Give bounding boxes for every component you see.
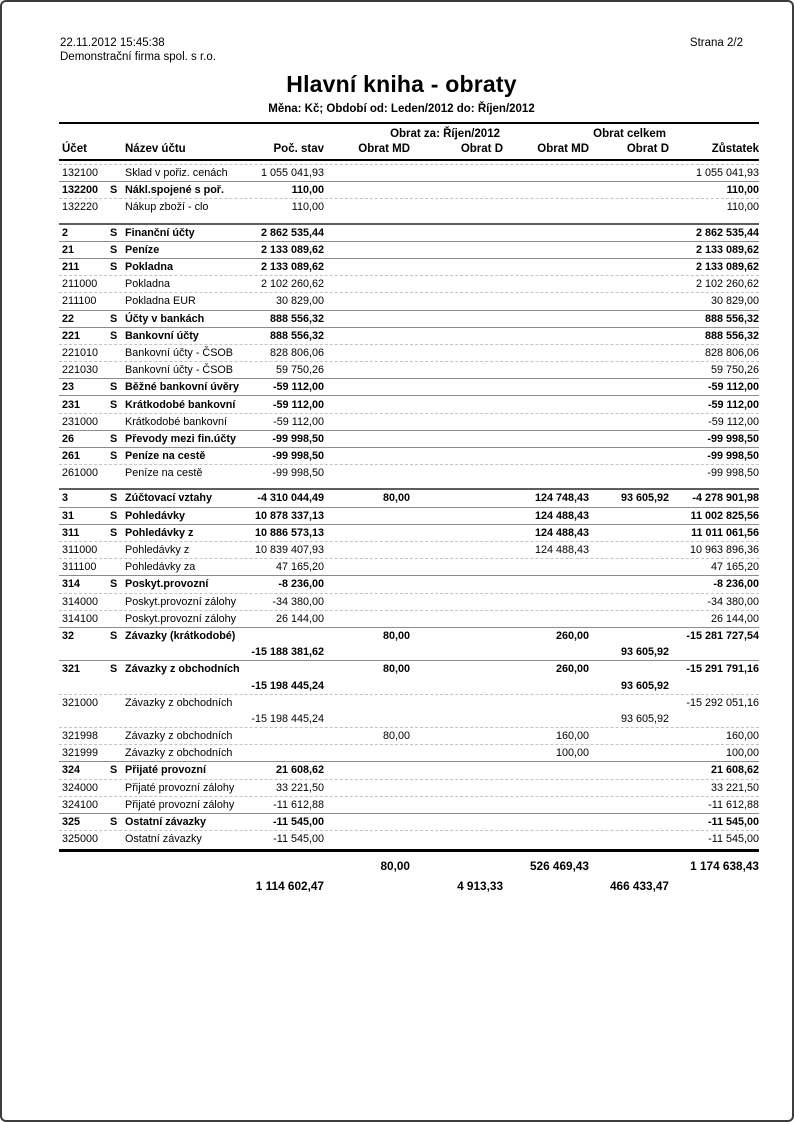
report-header bbox=[2, 2, 792, 115]
table-row bbox=[59, 292, 759, 309]
account-name: Pokladna bbox=[125, 278, 171, 291]
table-row bbox=[59, 813, 759, 830]
value-obrat-md-total: 124 488,43 bbox=[534, 526, 589, 539]
account-number: 311 bbox=[62, 526, 80, 539]
value-zustatek: 2 133 089,62 bbox=[695, 243, 759, 256]
account-name: Ostatní závazky bbox=[125, 833, 202, 846]
account-name: Zúčtovací vztahy bbox=[125, 492, 213, 505]
value-obrat-md-total: 124 748,43 bbox=[534, 492, 589, 505]
value-obrat-md-total: 160,00 bbox=[555, 730, 589, 743]
value-obrat-md-total: 526 469,43 bbox=[529, 859, 589, 874]
table-row bbox=[59, 447, 759, 464]
table-row bbox=[59, 593, 759, 610]
table-row-line bbox=[59, 661, 759, 677]
table-row-line bbox=[59, 345, 759, 361]
value-poc-stav: 47 165,20 bbox=[275, 561, 324, 574]
table-row bbox=[59, 327, 759, 344]
value-zustatek: -59 112,00 bbox=[708, 415, 759, 428]
company-name: Demonstrační firma spol. s r.o. bbox=[60, 51, 216, 63]
value-obrat-d-period: 4 913,33 bbox=[457, 879, 503, 894]
table-row-line bbox=[59, 762, 759, 778]
table-row bbox=[59, 488, 759, 506]
value-poc-stav: -15 198 445,24 bbox=[251, 679, 324, 692]
table-row bbox=[59, 744, 759, 761]
value-zustatek: -34 380,00 bbox=[707, 595, 759, 608]
account-number: 261000 bbox=[62, 467, 99, 480]
value-obrat-d-total: 466 433,47 bbox=[609, 879, 669, 894]
value-zustatek: 828 806,06 bbox=[704, 346, 759, 359]
value-obrat-d-total: 93 605,92 bbox=[620, 712, 669, 725]
account-number: 23 bbox=[62, 381, 75, 394]
value-zustatek: 2 102 260,62 bbox=[695, 278, 759, 291]
value-zustatek: 21 608,62 bbox=[710, 764, 759, 777]
account-number: 311000 bbox=[62, 544, 98, 557]
account-name: Přijaté provozní zálohy bbox=[125, 798, 235, 811]
value-poc-stav: 10 839 407,93 bbox=[254, 544, 324, 557]
group-header-period: Obrat za: Říjen/2012 bbox=[390, 128, 500, 140]
table-row bbox=[59, 395, 759, 412]
table-row-line bbox=[59, 711, 759, 727]
table-row-line bbox=[59, 311, 759, 327]
table-row-line bbox=[59, 628, 759, 644]
account-number: 325 bbox=[62, 816, 81, 829]
value-poc-stav: -15 198 445,24 bbox=[251, 712, 324, 725]
value-poc-stav: -8 236,00 bbox=[278, 578, 324, 591]
table-row-line bbox=[59, 259, 759, 275]
table-row bbox=[59, 575, 759, 592]
column-header-obrat-md-total: Obrat MD bbox=[537, 143, 589, 155]
table-row bbox=[59, 796, 759, 813]
account-number: 211 bbox=[62, 261, 80, 274]
table-row bbox=[59, 464, 759, 481]
s-flag: S bbox=[110, 329, 118, 342]
account-name: Účty v bankách bbox=[125, 312, 205, 325]
value-zustatek: -99 998,50 bbox=[707, 467, 759, 480]
table-row-line bbox=[59, 876, 759, 896]
account-name: Peníze na cestě bbox=[125, 450, 206, 463]
value-poc-stav: -59 112,00 bbox=[273, 415, 324, 428]
account-name: Poskyt.provozní zálohy bbox=[125, 595, 237, 608]
page-number: Strana 2/2 bbox=[689, 37, 743, 49]
account-number: 21 bbox=[62, 243, 75, 256]
table-row bbox=[59, 779, 759, 796]
column-header-nazev-uctu: Název účtu bbox=[125, 143, 186, 155]
value-zustatek: 33 221,50 bbox=[710, 781, 759, 794]
value-poc-stav: 110,00 bbox=[291, 184, 324, 197]
table-row bbox=[59, 627, 759, 660]
value-zustatek: -8 236,00 bbox=[713, 578, 759, 591]
account-name: Finanční účty bbox=[125, 226, 195, 239]
group-header-total: Obrat celkem bbox=[593, 128, 666, 140]
value-poc-stav: 10 878 337,13 bbox=[254, 509, 324, 522]
value-obrat-md-total: 100,00 bbox=[555, 747, 589, 760]
account-name: Závazky z obchodních bbox=[125, 696, 233, 709]
account-number: 324 bbox=[62, 764, 81, 777]
value-poc-stav: 26 144,00 bbox=[275, 612, 324, 625]
value-poc-stav: 59 750,26 bbox=[275, 364, 324, 377]
value-obrat-md-period: 80,00 bbox=[382, 629, 410, 642]
table-row bbox=[59, 223, 759, 241]
table-row-line bbox=[59, 559, 759, 575]
value-zustatek: 110,00 bbox=[726, 201, 759, 214]
table-row bbox=[59, 727, 759, 744]
account-name: Pohledávky z bbox=[125, 526, 194, 539]
column-header-zustatek: Zůstatek bbox=[711, 143, 759, 155]
account-number: 231 bbox=[62, 398, 81, 411]
account-name: Závazky (krátkodobé) bbox=[125, 629, 236, 642]
account-number: 231000 bbox=[62, 415, 99, 428]
table-row-line bbox=[59, 165, 759, 181]
value-obrat-d-total: 93 605,92 bbox=[620, 646, 669, 659]
value-zustatek: -59 112,00 bbox=[707, 398, 759, 411]
account-number: 211100 bbox=[62, 295, 97, 308]
printed-timestamp: 22.11.2012 15:45:38 bbox=[60, 37, 165, 49]
table-row-line bbox=[59, 745, 759, 761]
table-row-line bbox=[59, 242, 759, 258]
value-poc-stav: 2 133 089,62 bbox=[260, 243, 324, 256]
table-row-line bbox=[59, 225, 759, 241]
account-name: Bankovní účty - ČSOB bbox=[125, 364, 234, 377]
value-poc-stav: -59 112,00 bbox=[272, 381, 324, 394]
value-poc-stav: -4 310 044,49 bbox=[257, 492, 324, 505]
value-poc-stav: 10 886 573,13 bbox=[254, 526, 324, 539]
account-number: 32 bbox=[62, 629, 75, 642]
value-poc-stav: -99 998,50 bbox=[272, 450, 324, 463]
value-poc-stav: -34 380,00 bbox=[272, 595, 324, 608]
table-row-line bbox=[59, 293, 759, 309]
table-row-line bbox=[59, 362, 759, 378]
table-row bbox=[59, 830, 759, 847]
value-poc-stav: 1 055 041,93 bbox=[260, 167, 324, 180]
account-number: 2 bbox=[62, 226, 69, 239]
table-row-line bbox=[59, 814, 759, 830]
table-row-line bbox=[59, 525, 759, 541]
table-row-line bbox=[59, 328, 759, 344]
table-row bbox=[59, 694, 759, 727]
value-zustatek: -59 112,00 bbox=[707, 381, 759, 394]
account-name: Bankovní účty - ČSOB bbox=[125, 346, 234, 359]
s-flag: S bbox=[110, 629, 118, 642]
table-row bbox=[59, 507, 759, 524]
account-name: Nákl.spojené s poř. bbox=[125, 184, 225, 197]
value-obrat-d-total: 93 605,92 bbox=[620, 492, 669, 505]
value-poc-stav: 888 556,32 bbox=[269, 329, 324, 342]
account-name: Přijaté provozní bbox=[125, 764, 206, 777]
account-name: Závazky z obchodních bbox=[125, 747, 233, 760]
table-row-line bbox=[59, 695, 759, 711]
account-number: 3 bbox=[62, 492, 69, 505]
value-poc-stav: -15 188 381,62 bbox=[251, 646, 324, 659]
table-row bbox=[59, 430, 759, 447]
account-number: 31 bbox=[62, 509, 75, 522]
account-number: 22 bbox=[62, 312, 75, 325]
meta-row bbox=[60, 36, 743, 50]
table-row bbox=[59, 378, 759, 395]
table-row bbox=[59, 541, 759, 558]
table-row-line bbox=[59, 780, 759, 796]
account-number: 26 bbox=[62, 432, 75, 445]
table-row-line bbox=[59, 182, 759, 198]
table-row-line bbox=[59, 379, 759, 395]
account-name: Běžné bankovní úvěry bbox=[125, 381, 240, 394]
value-poc-stav: -11 545,00 bbox=[273, 833, 324, 846]
account-name: Pokladna EUR bbox=[125, 295, 196, 308]
table-row-line bbox=[59, 508, 759, 524]
value-poc-stav: 110,00 bbox=[291, 201, 324, 214]
table-row-line bbox=[59, 465, 759, 481]
table-row-line bbox=[59, 728, 759, 744]
column-header-ucet: Účet bbox=[62, 143, 87, 155]
value-poc-stav: 1 114 602,47 bbox=[255, 879, 324, 894]
column-header-poc-stav: Poč. stav bbox=[273, 143, 324, 155]
s-flag: S bbox=[110, 432, 118, 445]
account-name: Pohledávky za bbox=[125, 561, 196, 574]
s-flag: S bbox=[110, 816, 118, 829]
value-zustatek: -11 612,88 bbox=[708, 798, 759, 811]
s-flag: S bbox=[110, 509, 118, 522]
value-zustatek: 1 055 041,93 bbox=[695, 167, 759, 180]
account-name: Bankovní účty bbox=[125, 329, 199, 342]
s-flag: S bbox=[110, 492, 118, 505]
s-flag: S bbox=[110, 243, 118, 256]
account-number: 132200 bbox=[62, 184, 99, 197]
column-header-obrat-md-period: Obrat MD bbox=[358, 143, 410, 155]
ledger-table bbox=[59, 122, 759, 896]
s-flag: S bbox=[110, 764, 118, 777]
column-header-s bbox=[109, 142, 122, 157]
table-row bbox=[59, 241, 759, 258]
value-zustatek: 11 011 061,56 bbox=[691, 526, 759, 539]
account-name: Krátkodobé bankovní bbox=[125, 415, 228, 428]
value-poc-stav: -99 998,50 bbox=[272, 432, 324, 445]
account-number: 325000 bbox=[62, 833, 99, 846]
column-header-obrat-d-total: Obrat D bbox=[626, 143, 669, 155]
table-row bbox=[59, 761, 759, 778]
table-row bbox=[59, 361, 759, 378]
account-number: 311100 bbox=[62, 561, 97, 574]
account-number: 324000 bbox=[62, 781, 99, 794]
table-body bbox=[59, 164, 759, 847]
value-zustatek: -11 545,00 bbox=[708, 833, 759, 846]
account-name: Peníze na cestě bbox=[125, 467, 203, 480]
value-poc-stav: -11 612,88 bbox=[273, 798, 324, 811]
table-row-line bbox=[59, 542, 759, 558]
s-flag: S bbox=[110, 578, 118, 591]
account-number: 314100 bbox=[62, 612, 99, 625]
account-name: Závazky z obchodních bbox=[125, 730, 233, 743]
value-zustatek: 10 963 896,36 bbox=[689, 544, 759, 557]
table-row bbox=[59, 275, 759, 292]
account-number: 321 bbox=[62, 663, 81, 676]
value-poc-stav: 888 556,32 bbox=[269, 312, 324, 325]
value-zustatek: 1 174 638,43 bbox=[690, 859, 759, 874]
value-zustatek: -99 998,50 bbox=[707, 432, 759, 445]
account-number: 321999 bbox=[62, 747, 99, 760]
value-zustatek: -11 545,00 bbox=[707, 816, 759, 829]
table-row-line bbox=[59, 490, 759, 506]
value-zustatek: -15 291 791,16 bbox=[686, 663, 759, 676]
value-zustatek: 2 862 535,44 bbox=[695, 226, 759, 239]
value-poc-stav: 2 133 089,62 bbox=[260, 261, 324, 274]
account-number: 314 bbox=[62, 578, 81, 591]
table-row-line bbox=[59, 199, 759, 215]
s-flag: S bbox=[110, 526, 118, 539]
s-flag: S bbox=[110, 450, 118, 463]
value-obrat-md-total: 260,00 bbox=[555, 663, 589, 676]
account-name: Pohledávky bbox=[125, 509, 186, 522]
table-row bbox=[59, 524, 759, 541]
value-obrat-md-total: 260,00 bbox=[555, 629, 589, 642]
table-row-line bbox=[59, 414, 759, 430]
table-row-line bbox=[59, 431, 759, 447]
table-totals bbox=[59, 849, 759, 896]
table-row-line bbox=[59, 831, 759, 847]
value-obrat-md-period: 80,00 bbox=[382, 492, 410, 505]
value-zustatek: 110,00 bbox=[726, 184, 759, 197]
table-row-line bbox=[59, 448, 759, 464]
value-zustatek: -99 998,50 bbox=[707, 450, 759, 463]
value-zustatek: 160,00 bbox=[725, 730, 759, 743]
s-flag: S bbox=[110, 261, 118, 274]
account-name: Závazky z obchodních bbox=[125, 663, 240, 676]
account-number: 132220 bbox=[62, 201, 99, 214]
account-number: 211000 bbox=[62, 278, 98, 291]
table-row-line bbox=[59, 576, 759, 592]
table-row bbox=[59, 310, 759, 327]
account-name: Poskyt.provozní bbox=[125, 578, 209, 591]
account-number: 221030 bbox=[62, 364, 99, 377]
account-number: 221010 bbox=[62, 346, 99, 359]
value-obrat-md-period: 80,00 bbox=[382, 730, 410, 743]
value-zustatek: -15 281 727,54 bbox=[686, 629, 759, 642]
value-poc-stav: 2 102 260,62 bbox=[260, 278, 324, 291]
account-name: Peníze bbox=[125, 243, 160, 256]
account-name: Sklad v pořiz. cenách bbox=[125, 167, 228, 180]
value-zustatek: 11 002 825,56 bbox=[690, 509, 759, 522]
value-poc-stav: 828 806,06 bbox=[269, 346, 324, 359]
account-name: Poskyt.provozní zálohy bbox=[125, 612, 237, 625]
s-flag: S bbox=[110, 398, 118, 411]
table-row bbox=[59, 344, 759, 361]
value-obrat-md-total: 124 488,43 bbox=[534, 509, 589, 522]
account-number: 321998 bbox=[62, 730, 99, 743]
table-group-header-row bbox=[59, 127, 759, 142]
table-row-line bbox=[59, 594, 759, 610]
column-header-obrat-d-period: Obrat D bbox=[460, 143, 503, 155]
value-zustatek: 59 750,26 bbox=[710, 364, 759, 377]
account-number: 324100 bbox=[62, 798, 99, 811]
table-row bbox=[59, 610, 759, 627]
table-row bbox=[59, 413, 759, 430]
account-name: Nákup zboží - clo bbox=[125, 201, 209, 214]
s-flag: S bbox=[110, 663, 118, 676]
value-poc-stav: -59 112,00 bbox=[272, 398, 324, 411]
value-zustatek: 888 556,32 bbox=[704, 312, 759, 325]
table-row-line bbox=[59, 276, 759, 292]
table-row-line bbox=[59, 856, 759, 876]
s-flag: S bbox=[110, 226, 118, 239]
account-number: 221 bbox=[62, 329, 81, 342]
report-subtitle: Měna: Kč; Období od: Leden/2012 do: Říjen/2012 bbox=[268, 103, 535, 115]
account-name: Přijaté provozní zálohy bbox=[125, 781, 235, 794]
value-zustatek: -15 292 051,16 bbox=[686, 696, 759, 709]
value-zustatek: 26 144,00 bbox=[710, 612, 759, 625]
account-name: Pohledávky z bbox=[125, 544, 190, 557]
value-zustatek: -4 278 901,98 bbox=[692, 492, 759, 505]
s-flag: S bbox=[110, 184, 118, 197]
account-number: 314000 bbox=[62, 595, 99, 608]
table-row-line bbox=[59, 611, 759, 627]
account-name: Pokladna bbox=[125, 261, 174, 274]
value-poc-stav: 2 862 535,44 bbox=[260, 226, 324, 239]
value-obrat-md-period: 80,00 bbox=[380, 859, 410, 874]
table-row bbox=[59, 164, 759, 181]
account-number: 261 bbox=[62, 450, 81, 463]
account-number: 132100 bbox=[62, 167, 99, 180]
table-row-line bbox=[59, 677, 759, 693]
account-name: Převody mezi fin.účty bbox=[125, 432, 237, 445]
account-name: Krátkodobé bankovní bbox=[125, 398, 236, 411]
value-zustatek: 100,00 bbox=[725, 747, 759, 760]
value-obrat-d-total: 93 605,92 bbox=[620, 679, 669, 692]
value-zustatek: 47 165,20 bbox=[710, 561, 759, 574]
s-flag: S bbox=[110, 312, 118, 325]
account-name: Ostatní závazky bbox=[125, 816, 207, 829]
value-zustatek: 888 556,32 bbox=[704, 329, 759, 342]
table-column-header-row bbox=[59, 142, 759, 161]
value-zustatek: 30 829,00 bbox=[710, 295, 759, 308]
s-flag: S bbox=[110, 381, 118, 394]
page-title: Hlavní kniha - obraty bbox=[286, 71, 517, 97]
value-poc-stav: -99 998,50 bbox=[272, 467, 324, 480]
value-poc-stav: 30 829,00 bbox=[275, 295, 324, 308]
table-row-line bbox=[59, 797, 759, 813]
table-row-line bbox=[59, 396, 759, 412]
table-row bbox=[59, 558, 759, 575]
value-zustatek: 2 133 089,62 bbox=[695, 261, 759, 274]
table-row bbox=[59, 198, 759, 215]
table-row bbox=[59, 660, 759, 693]
value-obrat-md-total: 124 488,43 bbox=[534, 544, 589, 557]
account-number: 321000 bbox=[62, 696, 99, 709]
table-row-line bbox=[59, 644, 759, 660]
value-poc-stav: -11 545,00 bbox=[272, 816, 324, 829]
value-obrat-md-period: 80,00 bbox=[382, 663, 410, 676]
value-poc-stav: 21 608,62 bbox=[275, 764, 324, 777]
table-row bbox=[59, 181, 759, 198]
table-row bbox=[59, 258, 759, 275]
value-poc-stav: 33 221,50 bbox=[275, 781, 324, 794]
